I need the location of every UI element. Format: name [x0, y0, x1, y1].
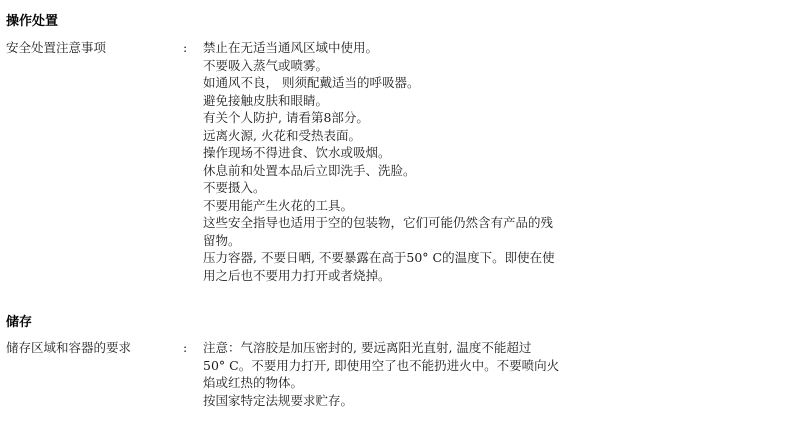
- storage-line: 按国家特定法规要求贮存。: [203, 392, 354, 408]
- handling-precautions-colon: :: [183, 40, 188, 55]
- handling-line: 不要吸入蒸气或喷雾。: [203, 57, 329, 73]
- storage-line: 焰或红热的物体。: [203, 375, 304, 390]
- handling-line: 避免接触皮肤和眼睛。: [203, 92, 329, 108]
- handling-line: 禁止在无适当通风区域中使用。: [203, 40, 379, 55]
- storage-requirements-text: [203, 339, 593, 409]
- storage-line: 50° C。不要用力打开, 即使用空了也不能扔进火中。不要喷向火: [203, 357, 560, 373]
- handling-line: 不要摄入。: [203, 180, 266, 195]
- handling-line: 操作现场不得进食、饮水或吸烟。: [203, 145, 391, 160]
- handling-line: 如通风不良， 则须配戴适当的呼吸器。: [203, 75, 420, 90]
- handling-line: 这些安全指导也适用于空的包装物，它们可能仍然含有产品的残: [203, 215, 554, 230]
- handling-line: 远离火源, 火花和受热表面。: [203, 127, 361, 143]
- handling-precautions-label: 安全处置注意事项: [6, 40, 107, 55]
- handling-line: 压力容器, 不要日晒, 不要暴露在高于50° C的温度下。即使在使: [203, 250, 555, 265]
- handling-line: 休息前和处置本品后立即洗手、洗脸。: [203, 162, 416, 178]
- storage-requirements-label: 储存区域和容器的要求: [6, 340, 132, 355]
- handling-line: 留物。: [203, 232, 241, 248]
- storage-requirements-colon: :: [183, 340, 188, 355]
- handling-section-heading: 操作处置: [6, 14, 59, 29]
- handling-line: 用之后也不要用力打开或者烧掉。: [203, 267, 391, 283]
- storage-section-heading: 储存: [6, 315, 33, 330]
- storage-line: 注意：气溶胶是加压密封的, 要远离阳光直射, 温度不能超过: [203, 340, 532, 355]
- handling-precautions-text: [203, 39, 593, 284]
- handling-line: 有关个人防护, 请看第8部分。: [203, 110, 369, 125]
- handling-line: 不要用能产生火花的工具。: [203, 197, 354, 213]
